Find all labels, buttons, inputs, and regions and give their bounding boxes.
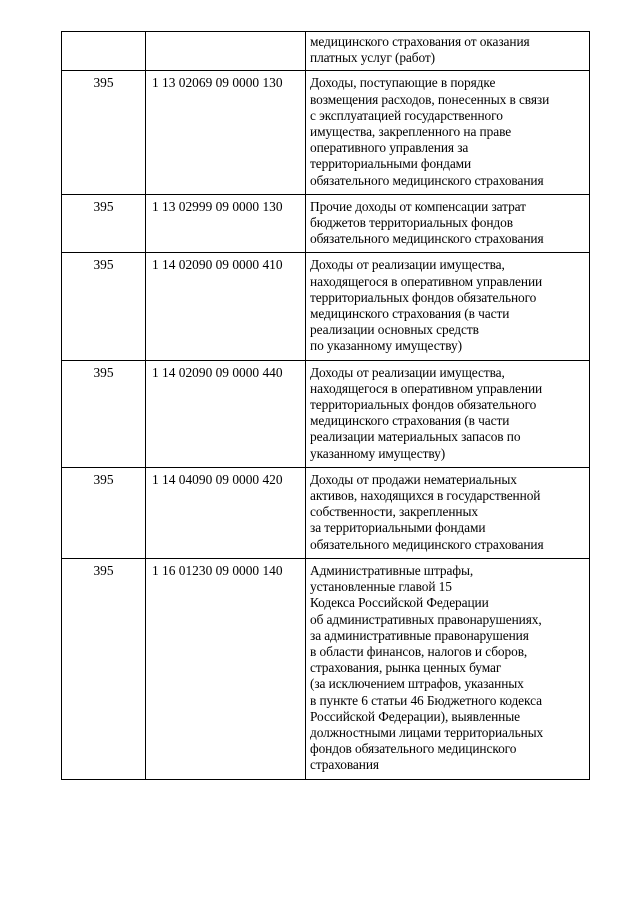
- revenue-name-line: бюджетов территориальных фондов: [310, 215, 513, 231]
- table-body: [62, 32, 590, 780]
- admin-code-cell: 395: [62, 467, 146, 558]
- revenue-name-line: Доходы от реализации имущества,: [310, 364, 505, 380]
- revenue-name-line: в пункте 6 статьи 46 Бюджетного кодекса: [310, 692, 542, 708]
- admin-code-cell: 395: [62, 71, 146, 194]
- admin-code-cell: 395: [62, 194, 146, 253]
- revenue-name-line: установленные главой 15: [310, 579, 452, 595]
- table-row: [62, 253, 590, 360]
- revenue-name-line: обязательного медицинского страхования: [310, 536, 544, 552]
- revenue-name-line: (за исключением штрафов, указанных: [310, 676, 524, 692]
- revenue-name-line: Российской Федерации), выявленные: [310, 708, 520, 724]
- revenue-name-line: активов, находящихся в государственной: [310, 488, 541, 504]
- revenue-name-line: возмещения расходов, понесенных в связи: [310, 91, 550, 107]
- revenue-name-line: платных услуг (работ): [310, 50, 435, 66]
- table-row: [62, 360, 590, 467]
- budget-classification-code-cell: 1 14 02090 09 0000 410: [146, 253, 306, 360]
- revenue-name-cell: [306, 467, 590, 558]
- admin-code-cell: 395: [62, 360, 146, 467]
- table-row: [62, 71, 590, 194]
- revenue-name-line: Доходы от реализации имущества,: [310, 257, 505, 273]
- revenue-name-line: собственности, закрепленных: [310, 504, 478, 520]
- revenue-name-line: территориальными фондами: [310, 156, 472, 172]
- revenue-name-line: реализации основных средств: [310, 322, 479, 338]
- revenue-name-line: страхования: [310, 757, 379, 773]
- budget-classification-code-cell: 1 16 01230 09 0000 140: [146, 558, 306, 779]
- revenue-name-line: находящегося в оперативном управлении: [310, 273, 543, 289]
- revenue-name-line: за административные правонарушения: [310, 627, 529, 643]
- revenue-name-line: медицинского страхования (в части: [310, 413, 510, 429]
- revenue-name-line: Административные штрафы,: [310, 562, 474, 578]
- budget-classification-code-cell: 1 13 02999 09 0000 130: [146, 194, 306, 253]
- revenue-name-line: указанному имуществу): [310, 445, 446, 461]
- budget-classification-code-cell: [146, 32, 306, 71]
- revenue-name-line: Доходы от продажи нематериальных: [310, 471, 517, 487]
- revenue-name-line: обязательного медицинского страхования: [310, 231, 544, 247]
- revenue-name-line: страхования, рынка ценных бумаг: [310, 660, 502, 676]
- revenue-name-line: реализации материальных запасов по: [310, 429, 521, 445]
- revenue-name-cell: [306, 360, 590, 467]
- admin-code-cell: 395: [62, 558, 146, 779]
- revenue-name-line: территориальных фондов обязательного: [310, 289, 537, 305]
- revenue-name-line: медицинского страхования от оказания: [310, 34, 530, 49]
- revenue-name-line: находящегося в оперативном управлении: [310, 380, 543, 396]
- revenue-name-line: должностными лицами территориальных: [310, 724, 544, 740]
- revenue-name-line: Доходы, поступающие в порядке: [310, 75, 496, 91]
- revenue-name-cell: [306, 32, 590, 71]
- revenue-name-line: медицинского страхования (в части: [310, 306, 510, 322]
- revenue-name-line: территориальных фондов обязательного: [310, 397, 537, 413]
- revenue-name-line: фондов обязательного медицинского: [310, 741, 517, 757]
- revenue-name-line: за территориальными фондами: [310, 520, 486, 536]
- revenue-name-line: Прочие доходы от компенсации затрат: [310, 198, 526, 214]
- revenue-name-line: об административных правонарушениях,: [310, 611, 542, 627]
- revenue-name-line: оперативного управления за: [310, 140, 469, 156]
- table-row: [62, 558, 590, 779]
- revenue-name-line: по указанному имуществу): [310, 338, 463, 354]
- budget-classification-code-cell: 1 13 02069 09 0000 130: [146, 71, 306, 194]
- budget-classification-code-cell: 1 14 04090 09 0000 420: [146, 467, 306, 558]
- table-row: [62, 467, 590, 558]
- admin-code-cell: 395: [62, 253, 146, 360]
- revenue-name-cell: [306, 558, 590, 779]
- revenue-codes-table: [61, 31, 590, 780]
- revenue-name-line: с эксплуатацией государственного: [310, 107, 503, 123]
- revenue-name-line: имущества, закрепленного на праве: [310, 124, 512, 140]
- budget-classification-code-cell: 1 14 02090 09 0000 440: [146, 360, 306, 467]
- admin-code-cell: [62, 32, 146, 71]
- revenue-name-line: в области финансов, налогов и сборов,: [310, 643, 528, 659]
- revenue-name-cell: [306, 71, 590, 194]
- table-row: [62, 194, 590, 253]
- revenue-name-cell: [306, 253, 590, 360]
- table-row: [62, 32, 590, 71]
- revenue-name-line: обязательного медицинского страхования: [310, 172, 544, 188]
- revenue-name-cell: [306, 194, 590, 253]
- revenue-name-line: Кодекса Российской Федерации: [310, 595, 489, 611]
